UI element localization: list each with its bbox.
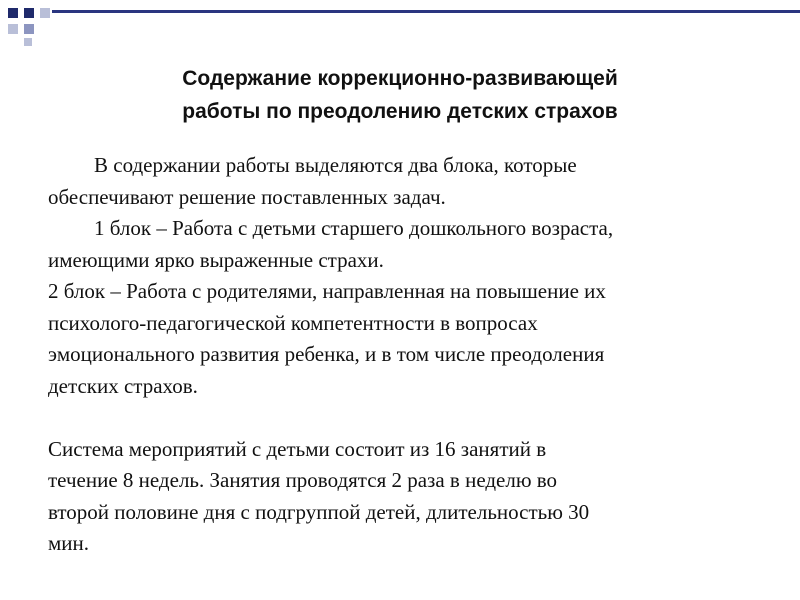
paragraph-line: В содержании работы выделяются два блока, которые bbox=[94, 153, 577, 177]
paragraph-line: психолого-педагогической компетентности в вопросах bbox=[48, 310, 538, 335]
slide-title bbox=[60, 62, 740, 128]
paragraph-line: эмоционального развития ребенка, и в том числе преодоления bbox=[48, 342, 605, 366]
slide-body bbox=[48, 150, 768, 560]
corner-squares-decoration bbox=[0, 0, 60, 50]
square-decoration bbox=[24, 24, 34, 34]
title-line: работы по преодолению детских страхов bbox=[182, 100, 618, 123]
square-decoration bbox=[40, 8, 50, 18]
square-decoration bbox=[8, 24, 18, 34]
square-decoration bbox=[24, 8, 34, 18]
paragraph-line: детских страхов. bbox=[48, 373, 198, 398]
paragraph-line: имеющими ярко выраженные страхи. bbox=[48, 247, 384, 272]
square-decoration bbox=[8, 8, 18, 18]
paragraph-line: мин. bbox=[48, 531, 90, 555]
paragraph-gap bbox=[48, 402, 768, 434]
paragraph-line: обеспечивают решение поставленных задач. bbox=[48, 184, 446, 209]
paragraph-line: течение 8 недель. Занятия проводятся 2 раза в неделю во bbox=[48, 468, 558, 492]
paragraph-line: второй половине дня с подгруппой детей, длительностью 30 bbox=[48, 499, 590, 524]
paragraph-line: 2 блок – Работа с родителями, направленная на повышение их bbox=[48, 279, 606, 303]
title-line: Содержание коррекционно-развивающей bbox=[182, 67, 618, 90]
paragraph-line: Система мероприятий с детьми состоит из 16 занятий в bbox=[48, 436, 547, 461]
square-decoration bbox=[24, 38, 32, 46]
paragraph-line: 1 блок – Работа с детьми старшего дошкольного возраста, bbox=[94, 216, 614, 240]
header-rule bbox=[52, 10, 800, 13]
